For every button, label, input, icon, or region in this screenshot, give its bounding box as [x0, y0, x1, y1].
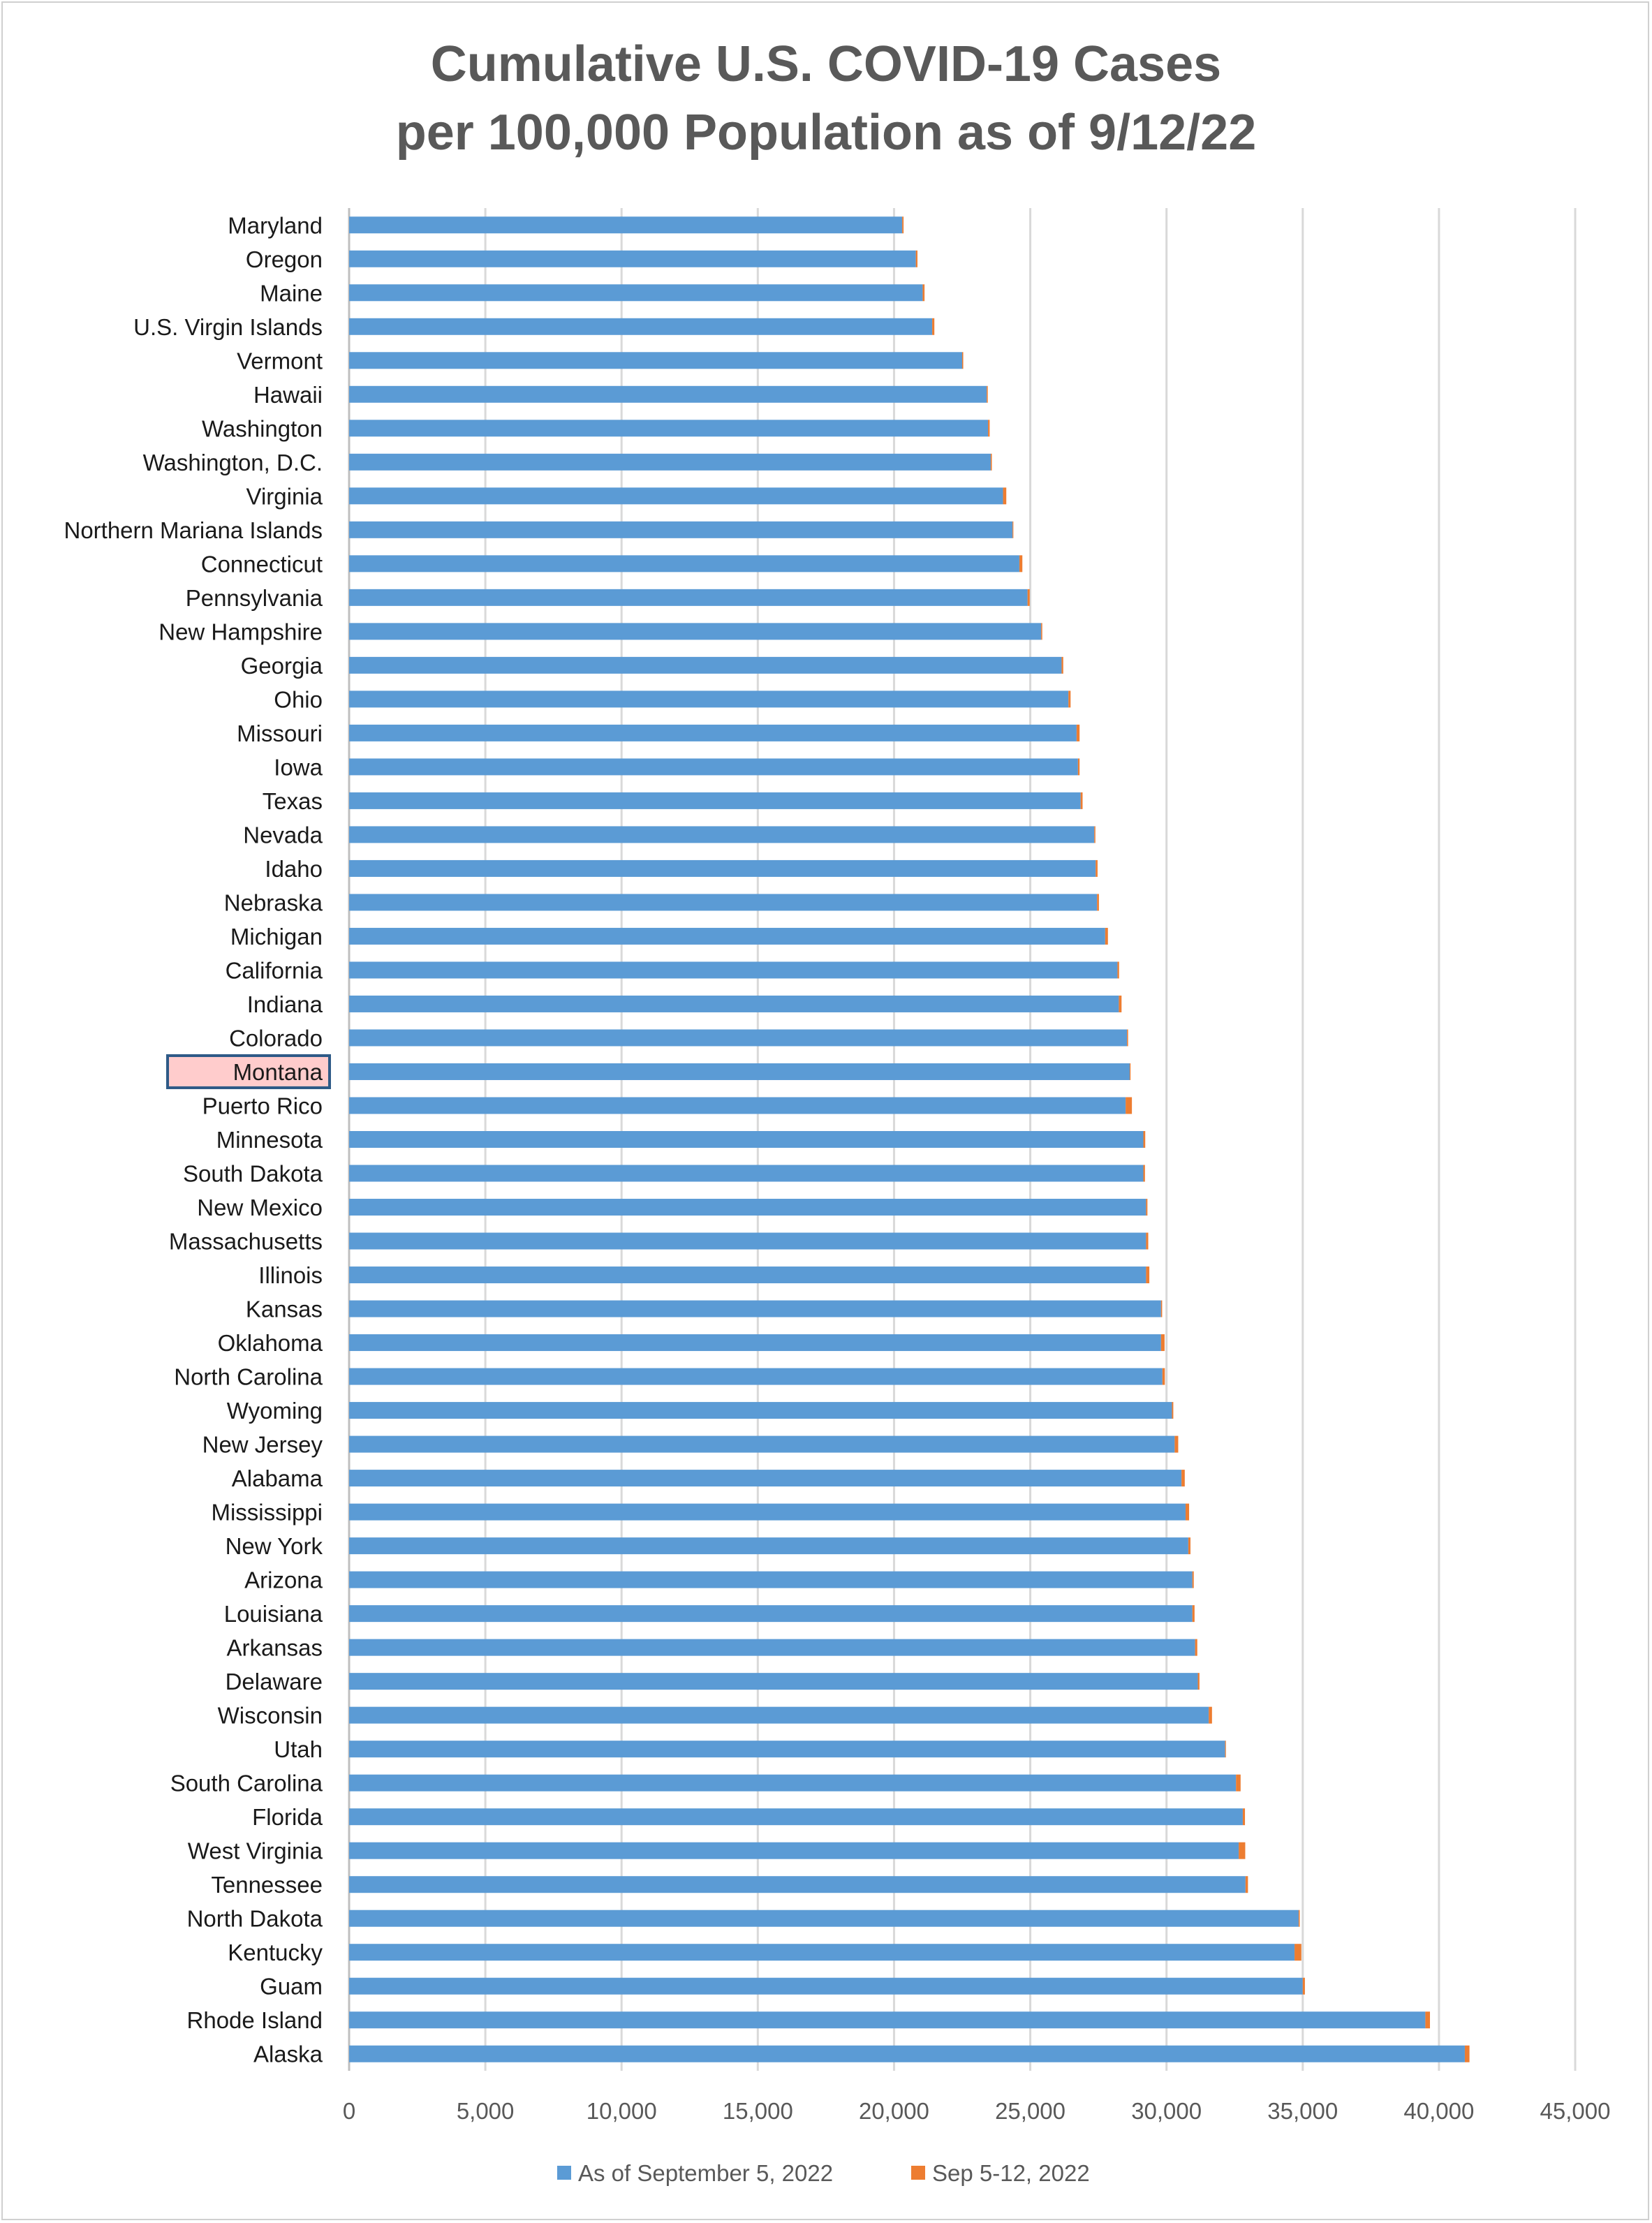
category-label: Montana	[233, 1058, 323, 1085]
bar-as-of-sep-5	[349, 1233, 1146, 1250]
bar-as-of-sep-5	[349, 1673, 1198, 1690]
bar-as-of-sep-5	[349, 1097, 1126, 1114]
bar-sep-5-12	[962, 352, 964, 369]
bar-as-of-sep-5	[349, 352, 962, 369]
bar-as-of-sep-5	[349, 1504, 1186, 1521]
category-labels	[64, 212, 323, 2067]
category-label: California	[225, 957, 323, 984]
legend	[557, 2160, 1090, 2186]
bar-sep-5-12	[902, 216, 904, 233]
bar-sep-5-12	[1425, 2011, 1430, 2028]
bar-as-of-sep-5	[349, 928, 1105, 945]
x-tick-label: 15,000	[722, 2098, 793, 2124]
bar-as-of-sep-5	[349, 758, 1078, 775]
bar-sep-5-12	[1041, 623, 1042, 640]
bar-as-of-sep-5	[349, 522, 1012, 538]
bar-sep-5-12	[1161, 1334, 1165, 1351]
category-label: West Virginia	[187, 1838, 323, 1864]
bar-sep-5-12	[1236, 1775, 1241, 1792]
category-label: North Carolina	[174, 1364, 323, 1390]
x-tick-label: 30,000	[1131, 2098, 1202, 2124]
bar-as-of-sep-5	[349, 860, 1096, 877]
bar-as-of-sep-5	[349, 1436, 1174, 1453]
bar-as-of-sep-5	[349, 1470, 1181, 1486]
bar-as-of-sep-5	[349, 1029, 1127, 1046]
bar-sep-5-12	[1246, 1876, 1248, 1893]
bar-sep-5-12	[1068, 690, 1070, 707]
chart-title-line-2: per 100,000 Population as of 9/12/22	[395, 105, 1257, 161]
bar-as-of-sep-5	[349, 826, 1094, 843]
category-label: New York	[225, 1533, 323, 1560]
bar-sep-5-12	[1019, 555, 1022, 572]
bar-sep-5-12	[1303, 1978, 1305, 1995]
bar-sep-5-12	[1146, 1266, 1149, 1283]
category-label: Washington	[201, 415, 323, 442]
bar-sep-5-12	[1146, 1199, 1147, 1216]
bar-sep-5-12	[1209, 1707, 1212, 1724]
bar-sep-5-12	[1146, 1233, 1148, 1250]
bar-as-of-sep-5	[349, 1775, 1236, 1792]
bar-as-of-sep-5	[349, 216, 902, 233]
bar-as-of-sep-5	[349, 961, 1117, 978]
category-label: Colorado	[229, 1025, 323, 1051]
category-label: Florida	[252, 1804, 323, 1831]
bar-sep-5-12	[932, 318, 934, 335]
category-label: Nevada	[243, 822, 323, 848]
bar-as-of-sep-5	[349, 420, 988, 436]
category-label: Oklahoma	[217, 1330, 323, 1357]
category-label: Maryland	[228, 212, 323, 239]
bar-sep-5-12	[1243, 1808, 1245, 1825]
bar-as-of-sep-5	[349, 1978, 1303, 1995]
bar-as-of-sep-5	[349, 657, 1061, 674]
bar-as-of-sep-5	[349, 1334, 1161, 1351]
category-label: Hawaii	[253, 381, 323, 408]
category-label: Connecticut	[200, 551, 323, 577]
bar-as-of-sep-5	[349, 623, 1041, 640]
bar-sep-5-12	[1127, 1029, 1128, 1046]
bar-sep-5-12	[1097, 894, 1099, 910]
category-label: Puerto Rico	[202, 1093, 323, 1119]
category-label: Illinois	[258, 1262, 323, 1289]
bar-as-of-sep-5	[349, 1402, 1172, 1419]
bar-as-of-sep-5	[349, 1842, 1239, 1859]
bar-sep-5-12	[1081, 792, 1083, 809]
bar-as-of-sep-5	[349, 487, 1003, 504]
bar-sep-5-12	[1239, 1842, 1245, 1859]
bar-sep-5-12	[1163, 1368, 1165, 1385]
x-tick-label: 40,000	[1403, 2098, 1475, 2124]
bar-sep-5-12	[1188, 1537, 1190, 1554]
category-label: Delaware	[225, 1669, 323, 1695]
bar-as-of-sep-5	[349, 589, 1028, 606]
bar-sep-5-12	[1117, 961, 1119, 978]
bar-sep-5-12	[1295, 1944, 1301, 1960]
bar-sep-5-12	[991, 454, 992, 471]
x-tick-label: 35,000	[1267, 2098, 1338, 2124]
bar-sep-5-12	[1003, 487, 1007, 504]
bar-sep-5-12	[1465, 2046, 1470, 2062]
x-tick-label: 10,000	[586, 2098, 657, 2124]
bar-sep-5-12	[1193, 1572, 1194, 1588]
legend-swatch-sep-5-12	[911, 2166, 925, 2180]
legend-label-sep-5-12: Sep 5-12, 2022	[932, 2160, 1090, 2186]
bar-sep-5-12	[1174, 1436, 1178, 1453]
bar-sep-5-12	[987, 386, 988, 403]
category-label: Utah	[274, 1736, 323, 1763]
category-label: Washington, D.C.	[142, 449, 323, 475]
bar-sep-5-12	[1195, 1639, 1197, 1656]
category-label: Alabama	[231, 1465, 323, 1492]
category-label: Oregon	[245, 246, 323, 272]
bar-as-of-sep-5	[349, 454, 991, 471]
category-label: Massachusetts	[168, 1228, 323, 1255]
bar-as-of-sep-5	[349, 1537, 1188, 1554]
bar-as-of-sep-5	[349, 1266, 1146, 1283]
category-label: Ohio	[274, 686, 323, 713]
bar-as-of-sep-5	[349, 1910, 1299, 1927]
category-label: Missouri	[237, 720, 323, 746]
category-label: Indiana	[246, 991, 323, 1017]
category-label: Georgia	[240, 652, 323, 679]
category-label: Arizona	[244, 1567, 323, 1593]
bar-as-of-sep-5	[349, 318, 932, 335]
bar-as-of-sep-5	[349, 1063, 1130, 1080]
bar-sep-5-12	[1126, 1097, 1132, 1114]
bar-as-of-sep-5	[349, 1572, 1193, 1588]
category-label: Wyoming	[226, 1398, 323, 1424]
bar-as-of-sep-5	[349, 1165, 1143, 1182]
bar-sep-5-12	[1061, 657, 1063, 674]
bar-sep-5-12	[1105, 928, 1108, 945]
bar-sep-5-12	[916, 251, 917, 267]
category-label: South Dakota	[183, 1160, 323, 1187]
bar-sep-5-12	[1012, 522, 1013, 538]
bar-sep-5-12	[1181, 1470, 1185, 1486]
category-label: Pennsylvania	[185, 584, 323, 611]
bar-sep-5-12	[1077, 725, 1079, 741]
bar-sep-5-12	[1143, 1131, 1145, 1148]
category-label: Vermont	[237, 348, 323, 374]
category-label: Michigan	[230, 923, 323, 950]
x-tick-label: 0	[342, 2098, 356, 2124]
bar-sep-5-12	[1172, 1402, 1173, 1419]
bar-as-of-sep-5	[349, 284, 922, 301]
category-label: Texas	[262, 788, 323, 814]
bar-as-of-sep-5	[349, 996, 1119, 1012]
bar-as-of-sep-5	[349, 1131, 1143, 1148]
x-tick-label: 25,000	[995, 2098, 1066, 2124]
category-label: Nebraska	[223, 889, 323, 916]
chart-title-line-1: Cumulative U.S. COVID-19 Cases	[430, 36, 1222, 92]
x-tick-label: 45,000	[1540, 2098, 1611, 2124]
bar-as-of-sep-5	[349, 1944, 1295, 1960]
x-tick-label: 5,000	[456, 2098, 515, 2124]
bar-as-of-sep-5	[349, 1707, 1209, 1724]
category-label: Arkansas	[226, 1634, 323, 1661]
x-tick-labels	[343, 2098, 1611, 2124]
bar-as-of-sep-5	[349, 894, 1097, 910]
bar-as-of-sep-5	[349, 1199, 1146, 1216]
legend-swatch-as-of-sep-5	[557, 2166, 571, 2180]
bar-as-of-sep-5	[349, 1605, 1193, 1622]
category-label: Louisiana	[223, 1601, 323, 1627]
bar-as-of-sep-5	[349, 1808, 1243, 1825]
category-label: Mississippi	[211, 1499, 323, 1526]
bar-sep-5-12	[1225, 1741, 1226, 1757]
category-label: Tennessee	[211, 1872, 323, 1898]
bar-sep-5-12	[1094, 826, 1096, 843]
category-label: North Dakota	[186, 1905, 323, 1932]
category-label: Kentucky	[228, 1940, 323, 1966]
bar-as-of-sep-5	[349, 1368, 1163, 1385]
category-label: New Jersey	[202, 1431, 323, 1458]
bar-as-of-sep-5	[349, 2011, 1425, 2028]
bar-sep-5-12	[1028, 589, 1030, 606]
bar-as-of-sep-5	[349, 725, 1077, 741]
category-label: Northern Mariana Islands	[64, 517, 323, 543]
bar-as-of-sep-5	[349, 690, 1068, 707]
bar-sep-5-12	[988, 420, 989, 436]
bar-as-of-sep-5	[349, 2046, 1465, 2062]
category-label: Minnesota	[216, 1127, 323, 1153]
bar-as-of-sep-5	[349, 555, 1019, 572]
bar-sep-5-12	[1299, 1910, 1300, 1927]
category-label: Wisconsin	[217, 1702, 323, 1729]
bar-sep-5-12	[1096, 860, 1098, 877]
bar-as-of-sep-5	[349, 792, 1081, 809]
bar-sep-5-12	[1198, 1673, 1200, 1690]
category-label: New Mexico	[197, 1195, 323, 1221]
x-tick-label: 20,000	[858, 2098, 929, 2124]
bar-sep-5-12	[1193, 1605, 1195, 1622]
category-label: Idaho	[265, 855, 323, 882]
category-label: Guam	[260, 1973, 323, 2000]
bars	[349, 216, 1470, 2062]
category-label: New Hampshire	[158, 619, 323, 645]
category-label: Alaska	[253, 2041, 323, 2067]
bar-as-of-sep-5	[349, 251, 916, 267]
bar-sep-5-12	[1119, 996, 1121, 1012]
category-label: South Carolina	[170, 1770, 323, 1796]
bar-as-of-sep-5	[349, 386, 987, 403]
bar-as-of-sep-5	[349, 1741, 1225, 1757]
bar-as-of-sep-5	[349, 1639, 1195, 1656]
bar-as-of-sep-5	[349, 1876, 1246, 1893]
category-label: Virginia	[246, 483, 323, 510]
bar-sep-5-12	[1143, 1165, 1144, 1182]
bar-sep-5-12	[1186, 1504, 1189, 1521]
bar-as-of-sep-5	[349, 1301, 1161, 1317]
category-label: U.S. Virgin Islands	[133, 313, 323, 340]
bar-sep-5-12	[1078, 758, 1079, 775]
bar-sep-5-12	[1161, 1301, 1163, 1317]
legend-label-as-of-sep-5: As of September 5, 2022	[578, 2160, 834, 2186]
category-label: Iowa	[274, 754, 323, 781]
bar-sep-5-12	[922, 284, 924, 301]
category-label: Rhode Island	[186, 2007, 323, 2034]
category-label: Kansas	[245, 1296, 323, 1322]
category-label: Maine	[260, 280, 323, 307]
